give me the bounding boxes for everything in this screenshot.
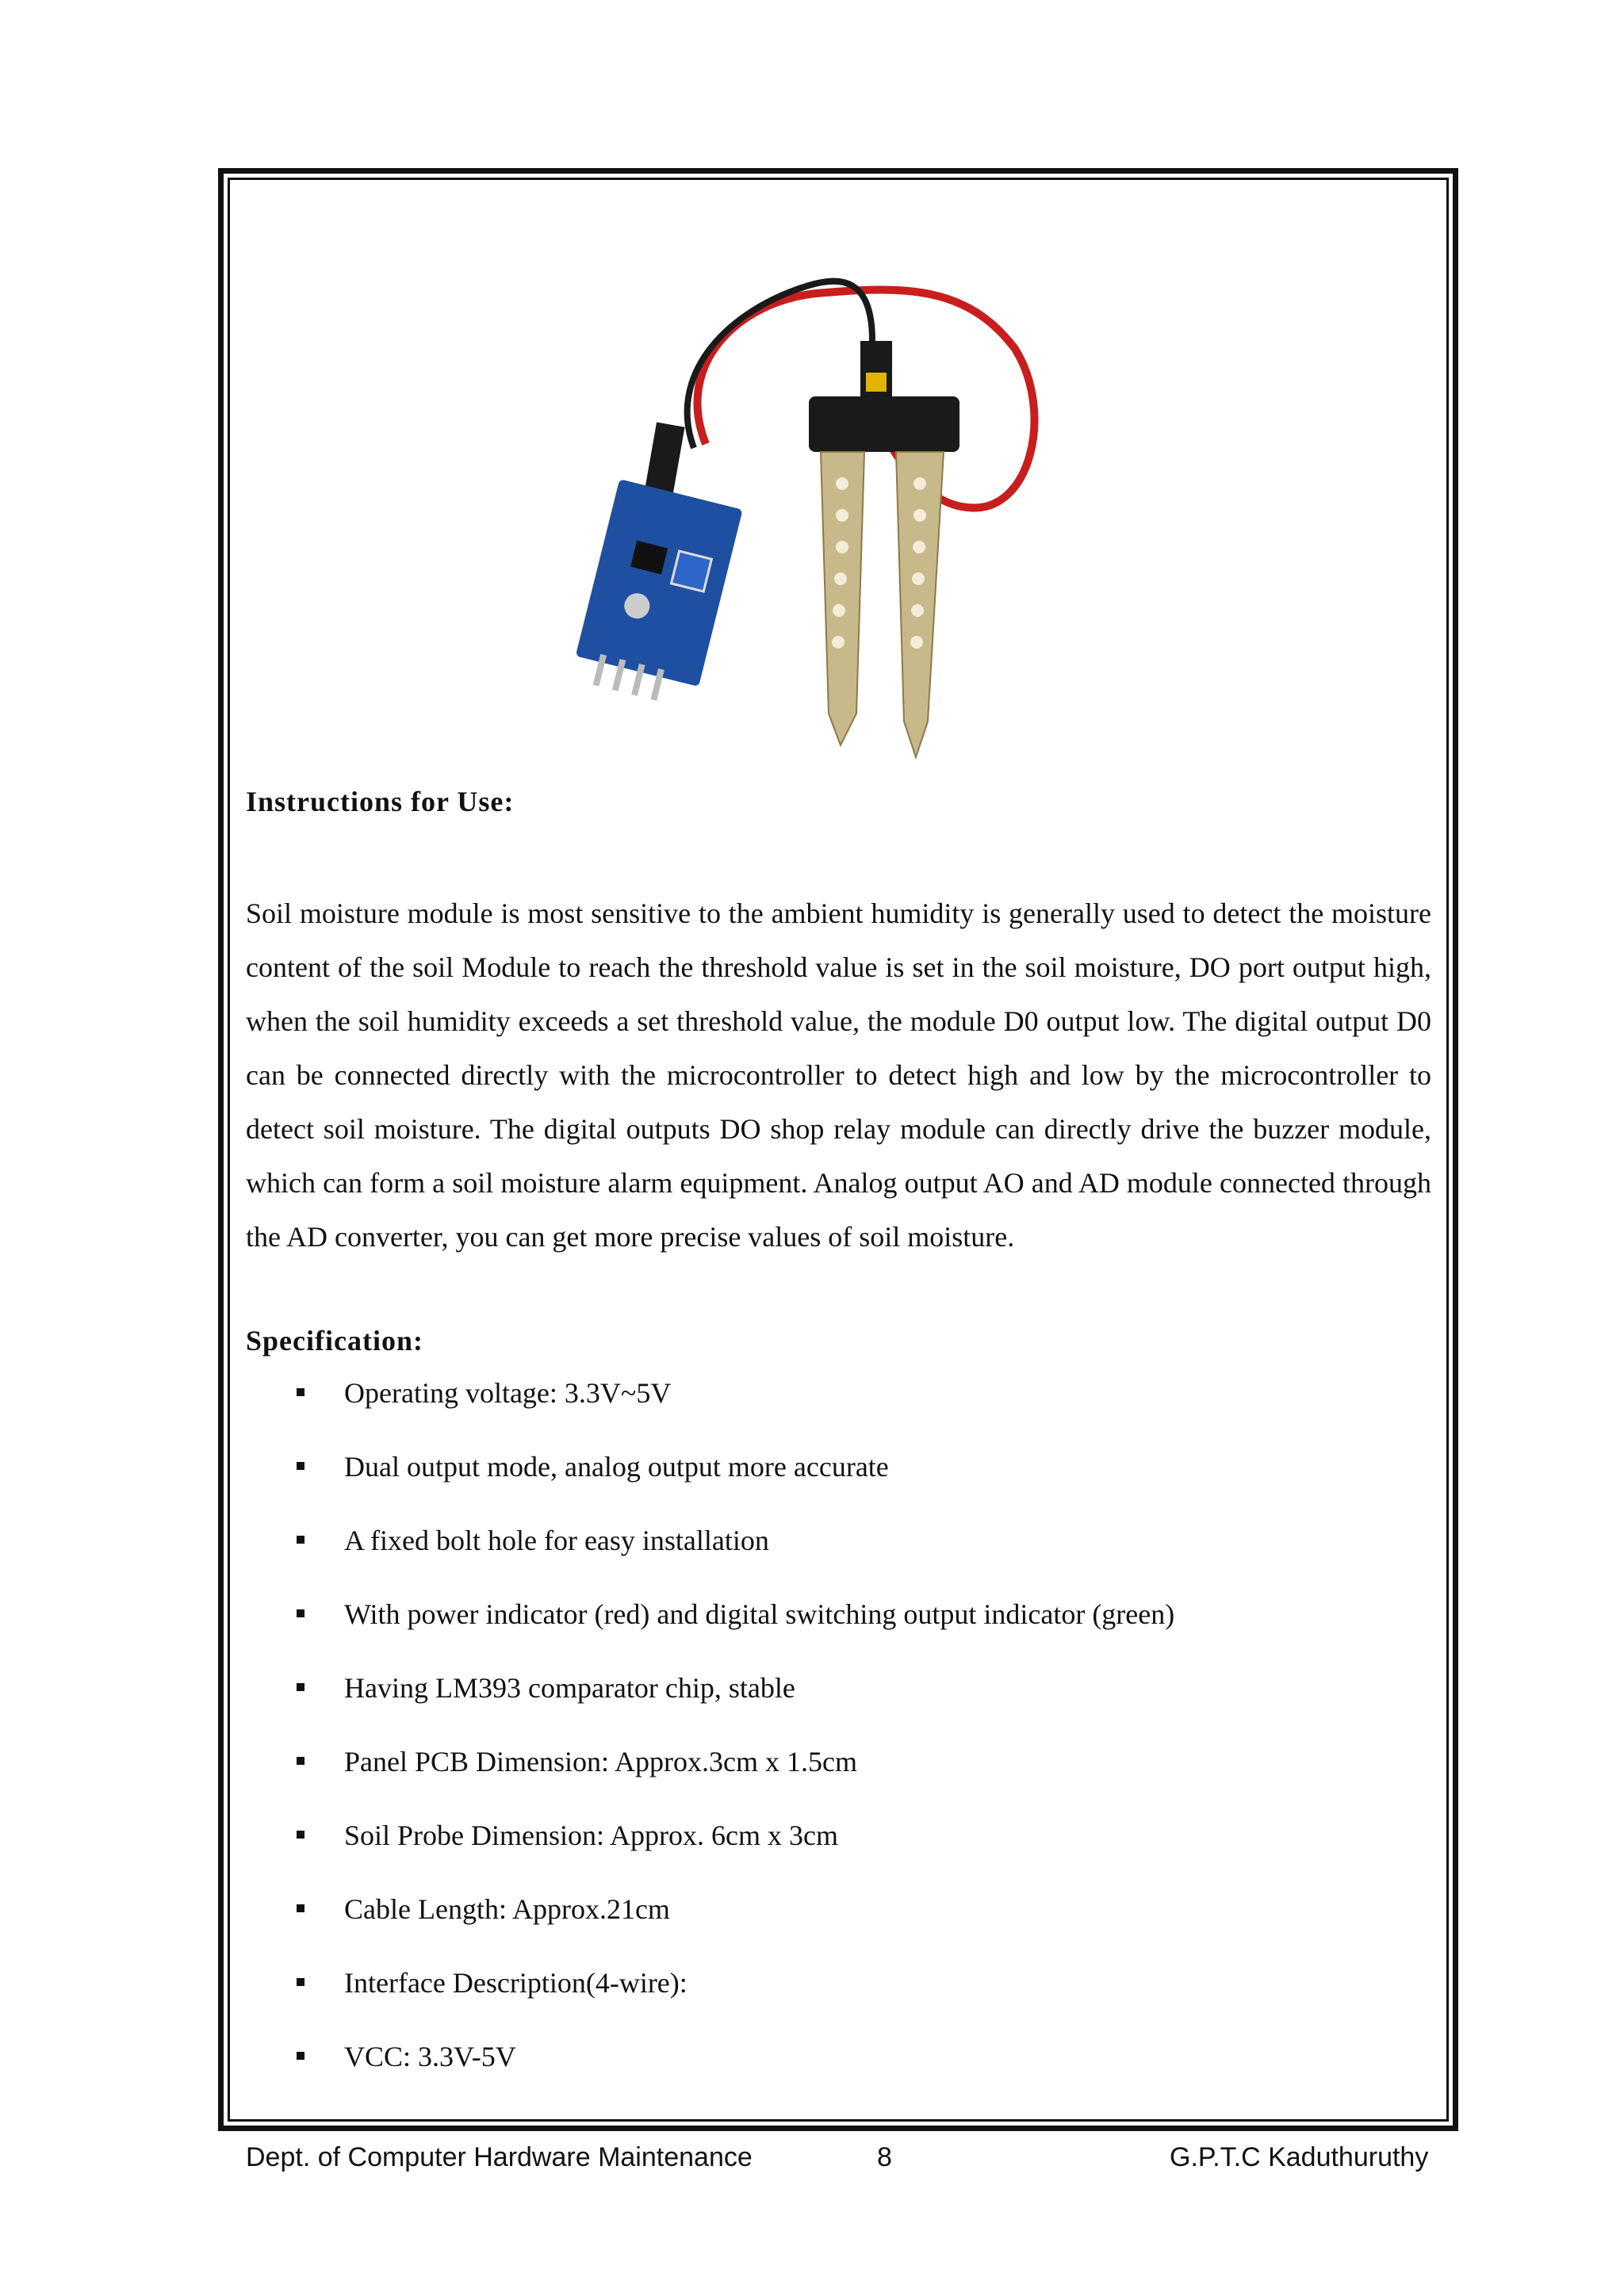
probe-leg-right xyxy=(896,452,944,757)
bullet-square-icon xyxy=(297,1609,304,1617)
list-item: Interface Description(4-wire): xyxy=(246,1965,1174,2039)
list-item: Operating voltage: 3.3V~5V xyxy=(246,1376,1174,1449)
list-item: VCC: 3.3V-5V xyxy=(246,2039,1174,2113)
list-item: Dual output mode, analog output more accurate xyxy=(246,1449,1174,1523)
footer-page-number: 8 xyxy=(877,2142,892,2172)
bullet-square-icon xyxy=(297,1388,304,1396)
bullet-square-icon xyxy=(297,1536,304,1544)
list-item: With power indicator (red) and digital switching output indicator (green) xyxy=(246,1597,1174,1670)
bullet-square-icon xyxy=(297,1683,304,1691)
list-item: Soil Probe Dimension: Approx. 6cm x 3cm xyxy=(246,1818,1174,1892)
list-item: A fixed bolt hole for easy installation xyxy=(246,1523,1174,1597)
specification-heading: Specification: xyxy=(246,1325,423,1357)
bullet-square-icon xyxy=(297,1462,304,1470)
soil-moisture-sensor-image xyxy=(555,254,1158,777)
bullet-square-icon xyxy=(297,1904,304,1912)
list-item: Cable Length: Approx.21cm xyxy=(246,1892,1174,1965)
comparator-module xyxy=(570,479,743,710)
probe-head xyxy=(809,396,959,452)
bullet-square-icon xyxy=(297,1757,304,1765)
bullet-square-icon xyxy=(297,2052,304,2060)
bullet-square-icon xyxy=(297,1831,304,1839)
module-connector xyxy=(644,423,684,498)
footer-department: Dept. of Computer Hardware Maintenance xyxy=(246,2142,753,2172)
bullet-square-icon xyxy=(297,1978,304,1986)
instructions-heading: Instructions for Use: xyxy=(246,786,515,817)
probe-leg-left xyxy=(821,452,864,745)
list-item: Having LM393 comparator chip, stable xyxy=(246,1670,1174,1744)
specification-list xyxy=(246,1376,1174,2113)
instructions-paragraph: Soil moisture module is most sensitive to the ambient humidity is generally used to detect the moisture content of the soil Module to reach the threshold value is set in the soil moisture, DO port output high, when the soil humidity exceeds a set threshold value, the module D0 output low. The digital output D0 can be connected directly with the microcontroller to detect high and low by the microcontroller to detect soil moisture. The digital outputs DO shop relay module can directly drive the buzzer module, which can form a soil moisture alarm equipment. Analog output AO and AD module connected through the AD converter, you can get more precise values of soil moisture. xyxy=(246,897,1431,1253)
list-item: Panel PCB Dimension: Approx.3cm x 1.5cm xyxy=(246,1744,1174,1818)
footer-college: G.P.T.C Kaduthuruthy xyxy=(1170,2142,1429,2172)
